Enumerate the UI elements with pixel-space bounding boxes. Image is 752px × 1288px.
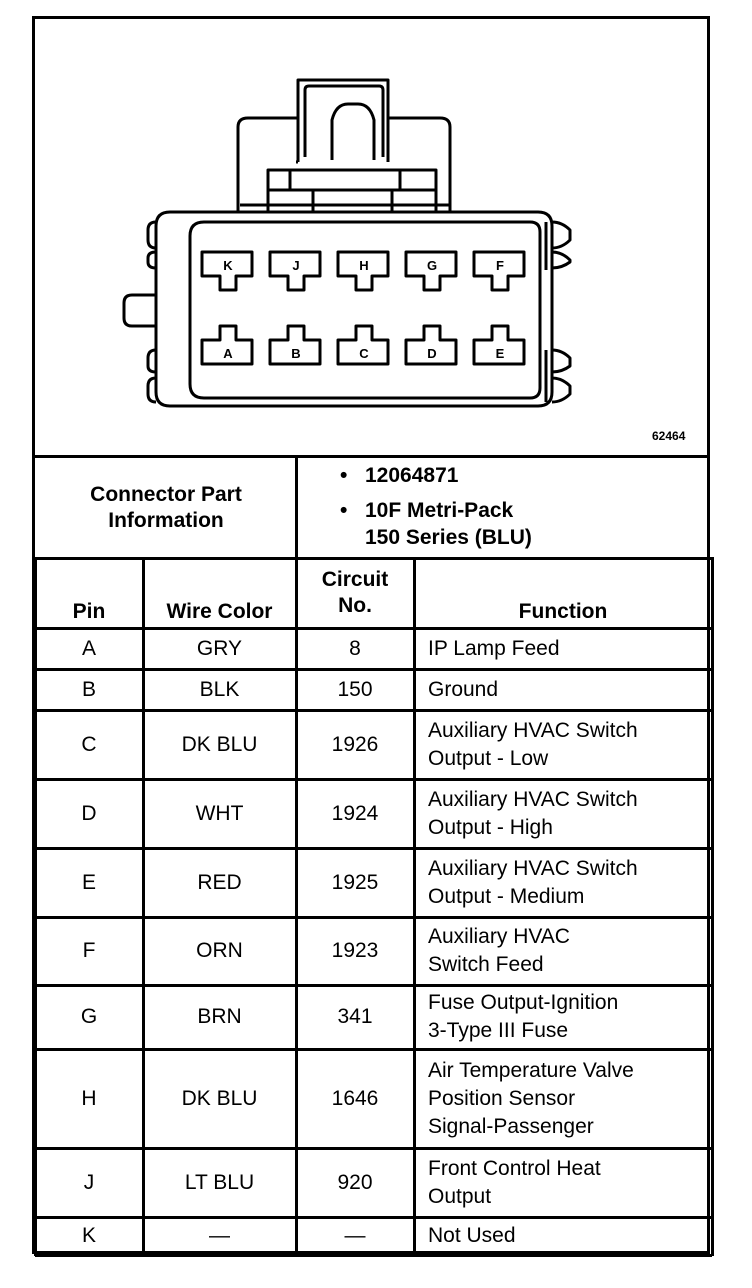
table-cell-pin: B [81, 677, 96, 701]
table-cell-pin: D [81, 801, 97, 825]
table-cell-function [416, 850, 710, 915]
table-cell-pin: F [82, 939, 96, 962]
bullet-icon: • [340, 464, 348, 487]
function-line: Ground [428, 677, 499, 701]
part-number-row [340, 462, 532, 489]
table-cell-circuit: 1926 [331, 732, 379, 756]
table-cell-circuit: 920 [337, 1170, 373, 1194]
table-cell-pin: E [81, 870, 96, 894]
table-cell-pin: A [81, 636, 96, 660]
table-cell-function [416, 671, 710, 708]
bullet-icon: • [340, 499, 348, 522]
table-cell-pin: G [80, 1005, 98, 1028]
connector-drawing [0, 0, 752, 460]
connector-illustration [0, 0, 752, 460]
table-cell-pin: C [81, 732, 97, 756]
table-cell-function [416, 712, 710, 777]
function-line: Signal-Passenger [428, 1114, 594, 1138]
function-line: IP Lamp Feed [428, 636, 560, 660]
table-cell-pin: J [83, 1170, 95, 1194]
function-line: Front Control Heat [428, 1156, 601, 1180]
series-line1: 10F Metri-Pack [365, 499, 514, 522]
pin-label-a: A [223, 346, 233, 361]
table-cell-wire-color: WHT [195, 801, 244, 825]
function-line: Output - Medium [428, 884, 585, 908]
table-cell-function [416, 781, 710, 846]
table-cell-circuit: 1924 [331, 801, 379, 825]
function-line: Switch Feed [428, 953, 544, 976]
table-rule [35, 1254, 712, 1257]
header-circuit-line1: Circuit [321, 568, 389, 591]
header-circuit-line2: No. [338, 594, 372, 617]
pin-label-j: J [292, 258, 300, 273]
header-pin: Pin [72, 600, 106, 623]
table-cell-function [416, 1051, 710, 1146]
table-cell-function [416, 987, 710, 1047]
connector-part-info-values [340, 462, 532, 551]
table-cell-pin: H [81, 1086, 97, 1110]
table-cell-wire-color: GRY [196, 636, 243, 660]
function-line: Auxiliary HVAC Switch [428, 787, 638, 811]
table-column-rule [711, 557, 714, 1256]
figure-id: 62464 [652, 429, 686, 443]
function-line: Air Temperature Valve [428, 1058, 634, 1082]
table-cell-wire-color: BRN [197, 1005, 242, 1028]
table-cell-circuit: 150 [337, 677, 373, 701]
function-line: Fuse Output-Ignition [428, 991, 619, 1014]
function-line: 3-Type III Fuse [428, 1019, 569, 1042]
pin-label-h: H [359, 258, 369, 273]
table-cell-wire-color: LT BLU [184, 1170, 255, 1194]
header-circuit-no [298, 560, 412, 626]
function-line: Not Used [428, 1224, 516, 1247]
table-cell-function [416, 630, 710, 667]
table-cell-wire-color: DK BLU [181, 1086, 258, 1110]
pin-label-b: B [291, 346, 301, 361]
table-cell-circuit: 1925 [331, 870, 379, 894]
function-line: Output - Low [428, 746, 549, 770]
pin-label-k: K [223, 258, 233, 273]
header-wire-color: Wire Color [166, 600, 273, 623]
function-line: Output - High [428, 815, 553, 839]
table-cell-wire-color: ORN [196, 939, 243, 962]
header-function: Function [518, 600, 608, 623]
part-number: 12064871 [365, 464, 459, 487]
function-line: Output [428, 1184, 492, 1208]
pin-label-c: C [359, 346, 369, 361]
pin-label-f: F [496, 258, 504, 273]
table-cell-function [416, 1150, 710, 1215]
series-row [340, 497, 532, 551]
function-line: Auxiliary HVAC [428, 925, 570, 948]
table-cell-circuit: — [344, 1224, 366, 1247]
table-cell-wire-color: RED [197, 870, 242, 894]
function-line: Auxiliary HVAC Switch [428, 718, 638, 742]
pin-label-g: G [426, 258, 438, 273]
table-cell-pin: K [81, 1224, 96, 1247]
part-info-label-line1: Connector Part [90, 483, 242, 506]
part-info-label-line2: Information [108, 509, 224, 532]
table-cell-wire-color: BLK [199, 677, 240, 701]
series-line2: 150 Series (BLU) [365, 526, 532, 549]
function-line: Auxiliary HVAC Switch [428, 856, 638, 880]
pin-label-e: E [495, 346, 505, 361]
table-cell-circuit: 341 [337, 1005, 373, 1028]
pin-label-d: D [427, 346, 437, 361]
table-cell-circuit: 1923 [331, 939, 379, 962]
table-cell-wire-color: — [209, 1224, 230, 1247]
table-cell-circuit: 1646 [331, 1086, 379, 1110]
table-cell-wire-color: DK BLU [181, 732, 258, 756]
table-cell-circuit: 8 [349, 636, 361, 660]
table-cell-function [416, 919, 710, 983]
function-line: Position Sensor [428, 1086, 576, 1110]
table-cell-function [416, 1219, 710, 1253]
connector-part-info-label [35, 458, 297, 558]
